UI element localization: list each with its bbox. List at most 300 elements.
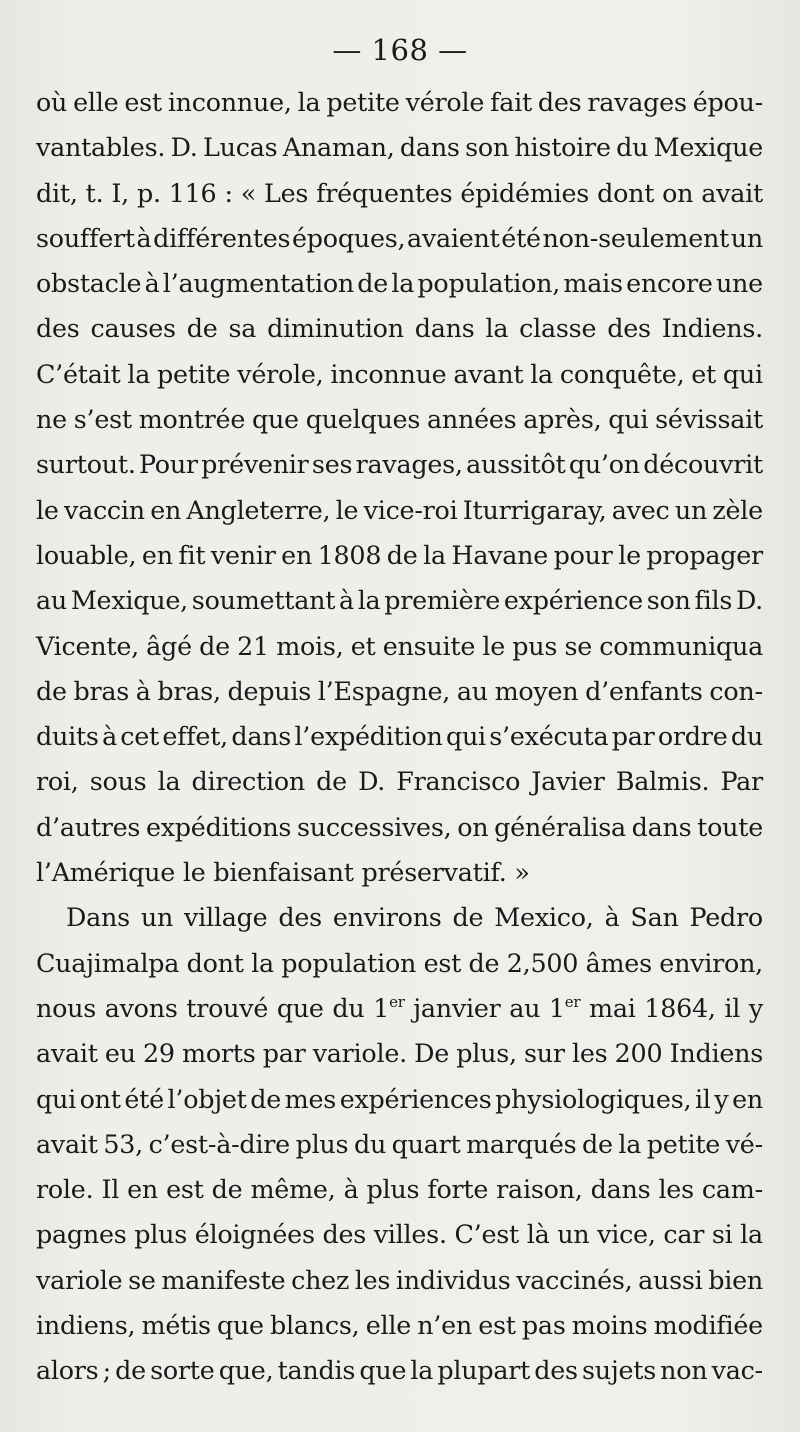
word: fils (694, 585, 733, 616)
word: en (127, 1174, 159, 1205)
word: fait (490, 87, 532, 117)
word: Dans (66, 902, 130, 933)
word: 53, (103, 1128, 143, 1159)
word: environ, (659, 947, 763, 978)
word: aussitôt (466, 449, 566, 480)
word: petite (646, 1128, 721, 1159)
text-line (36, 80, 763, 125)
word: n’en (417, 1310, 472, 1341)
word: ravages, (355, 449, 463, 480)
body-text (36, 80, 763, 1394)
word: souffert (36, 222, 135, 253)
word: sujets (581, 1355, 656, 1386)
word: il (724, 992, 741, 1023)
text-line (36, 442, 763, 487)
word: s’est (73, 404, 132, 435)
word: par (262, 1038, 306, 1069)
word: vice, (597, 1219, 656, 1250)
word: été (124, 1083, 164, 1114)
word: la (251, 947, 274, 978)
word: le (482, 630, 506, 661)
word: D. (170, 132, 198, 163)
text-line (36, 1031, 763, 1076)
word: mais (563, 268, 623, 299)
word: époques, (292, 222, 406, 253)
word: D. (735, 585, 763, 616)
word: non (660, 1355, 708, 1386)
word: plus (134, 1219, 188, 1250)
word: montrée (138, 404, 246, 435)
word: modifiée (653, 1310, 763, 1341)
word: vantables. (36, 132, 166, 163)
word: venir (210, 539, 276, 570)
word: si (711, 1219, 733, 1250)
word: l’expédition (294, 721, 443, 752)
word: à (604, 902, 620, 933)
word: D. (358, 766, 386, 797)
word: de (316, 766, 347, 797)
word: s’exécuta (489, 721, 609, 752)
word: effet, (162, 721, 228, 752)
word: éloignées (194, 1219, 315, 1250)
word: son (646, 585, 691, 616)
word: nous (36, 992, 97, 1023)
word: de (357, 268, 389, 299)
word: le (618, 539, 641, 570)
word: dont (186, 947, 244, 978)
word: depuis (227, 675, 312, 706)
word: de (211, 1174, 243, 1205)
word: alors (36, 1355, 99, 1386)
word: en (150, 494, 182, 525)
word: les (354, 1264, 391, 1295)
word: quart (391, 1128, 461, 1159)
word: Pedro (689, 902, 763, 933)
word: variole. (312, 1038, 407, 1069)
word: cet (120, 721, 159, 752)
word: c’est-à-dire (148, 1128, 290, 1159)
word: un (730, 222, 763, 253)
word: roi, (36, 766, 79, 797)
word: de (386, 539, 418, 570)
word: de (186, 313, 218, 344)
word: années (426, 404, 517, 435)
text-line (36, 759, 763, 804)
word: 1808 (317, 539, 382, 570)
word: vaccinés, (516, 1264, 633, 1295)
word: découvrit (643, 449, 763, 480)
word: Par (720, 766, 763, 797)
word: vérole, (237, 358, 324, 389)
word: on (457, 811, 489, 842)
word: sévissait (655, 404, 763, 435)
word: généralisa (494, 811, 626, 842)
word: vaccin (63, 494, 145, 525)
word: sous (89, 766, 147, 797)
word: C’est (454, 1219, 520, 1250)
word: une (715, 268, 763, 299)
word: population, (417, 268, 561, 299)
text-line (36, 941, 763, 986)
word: bienfaisant (213, 857, 362, 888)
word: par (611, 721, 655, 752)
word: que (216, 1310, 264, 1341)
word: l’Espagne, (317, 675, 451, 706)
word: Vicente, (36, 630, 139, 661)
text-line (36, 1122, 763, 1167)
word: vé- (725, 1128, 763, 1159)
word: y (748, 992, 763, 1023)
word: Il (101, 1174, 120, 1205)
word: dans (414, 313, 475, 344)
text-line (36, 1303, 763, 1348)
word: tandis (277, 1355, 356, 1386)
word: plus, (456, 1038, 517, 1069)
word: la (357, 585, 381, 616)
text-line (36, 261, 763, 306)
word: le (36, 494, 59, 525)
word: ravages (587, 87, 687, 117)
word: la (157, 766, 181, 797)
word: bras (73, 675, 130, 706)
word: âmes (585, 947, 652, 978)
word: de (199, 630, 230, 661)
word: elle (73, 87, 119, 117)
word: causes (90, 313, 176, 344)
word: zèle (712, 494, 763, 525)
word: plus (366, 1174, 420, 1205)
word: 1864, (644, 992, 716, 1023)
word: petite (326, 87, 400, 117)
text-line (36, 488, 763, 533)
word: Mexique, (70, 585, 188, 616)
word: le (335, 494, 359, 525)
word: est (166, 1174, 204, 1205)
word: ordre (657, 721, 728, 752)
word: : (224, 177, 233, 208)
word: villes. (373, 1219, 447, 1250)
text-line (36, 624, 763, 669)
word: de (452, 902, 484, 933)
word: âgé (146, 630, 192, 661)
word: après, (523, 404, 602, 435)
word: Indiens. (661, 313, 763, 344)
word: est (478, 1310, 516, 1341)
word: du (353, 1128, 387, 1159)
word: avait (36, 1038, 98, 1069)
word: soumettant (191, 585, 336, 616)
word: conquête, (559, 358, 685, 389)
word: épidémies (460, 177, 590, 208)
word: qui (36, 1083, 76, 1114)
word: de (36, 675, 67, 706)
word: sur (524, 1038, 565, 1069)
word: dans (590, 1174, 651, 1205)
word: préservatif. (361, 857, 515, 888)
word: Indiens (669, 1038, 763, 1069)
word: des (322, 1219, 366, 1250)
word: surtout. (36, 449, 136, 480)
word: son (465, 132, 510, 163)
word: est (423, 947, 462, 978)
word: 21 (237, 630, 269, 661)
word: 116 (168, 177, 217, 208)
word: janvier (413, 992, 501, 1023)
word: pour (553, 539, 613, 570)
word: il (694, 1083, 711, 1114)
word: à (338, 585, 354, 616)
word: quelques (305, 404, 421, 435)
word: fit (178, 539, 206, 570)
word: San (630, 902, 679, 933)
word: sorte (150, 1355, 215, 1386)
word: des (36, 313, 80, 344)
word: de (468, 947, 500, 978)
word: 29 (143, 1038, 175, 1069)
word: « (240, 177, 257, 208)
word: là (526, 1219, 550, 1250)
word: plupart (437, 1355, 531, 1386)
word: en (281, 539, 313, 570)
word: la (297, 87, 321, 117)
word: Angleterre, (186, 494, 331, 525)
word: que (251, 404, 299, 435)
text-line (36, 1212, 763, 1257)
word: avec (611, 494, 670, 525)
word: un (674, 494, 708, 525)
word: y (714, 1083, 729, 1114)
word: la (485, 313, 509, 344)
word: blancs, (270, 1310, 360, 1341)
word: et (691, 358, 717, 389)
word: métis (141, 1310, 211, 1341)
word: à (343, 1174, 359, 1205)
word: De (414, 1038, 450, 1069)
word: la (410, 1355, 434, 1386)
word: forte (427, 1174, 489, 1205)
word: des (607, 313, 651, 344)
text-line (36, 1348, 763, 1393)
word: Pour (138, 449, 198, 480)
word: d’autres (36, 811, 141, 842)
word: vac- (711, 1355, 763, 1386)
word: prévenir (201, 449, 309, 480)
word: Iturrigaray, (462, 494, 607, 525)
word: obstacle (36, 268, 142, 299)
word: ensuite (382, 630, 476, 661)
word: Javier (531, 766, 605, 797)
word: manifeste (161, 1264, 286, 1295)
word: en (732, 1083, 763, 1114)
text-line (36, 1258, 763, 1303)
text-line (36, 352, 763, 397)
word: raison, (496, 1174, 583, 1205)
word: village (184, 902, 268, 933)
word: à (102, 721, 117, 752)
word: un (140, 902, 174, 933)
word: qui (608, 404, 649, 435)
word: ses (311, 449, 353, 480)
word: inconnue, (167, 87, 292, 117)
word: un (557, 1219, 590, 1250)
word: individus (395, 1264, 511, 1295)
word: Mexico, (494, 902, 594, 933)
word: C’était (36, 358, 121, 389)
word: » (514, 857, 530, 888)
word: même, (250, 1174, 336, 1205)
text-line (36, 986, 763, 1031)
word: les (658, 1174, 694, 1205)
word: le (182, 857, 214, 888)
word: qui (445, 721, 486, 752)
word: des (278, 902, 322, 933)
word: moins (571, 1310, 648, 1341)
word: 1er (548, 992, 581, 1023)
word: communiqua (599, 630, 763, 661)
word: elle (365, 1310, 411, 1341)
word: I, (111, 177, 129, 208)
word: histoire (514, 132, 611, 163)
word: bras, (157, 675, 221, 706)
word: dans (231, 721, 292, 752)
word: propager (646, 539, 763, 570)
word: aussi (638, 1264, 703, 1295)
text-line (36, 125, 763, 170)
word: duits (36, 721, 99, 752)
word: toute (697, 811, 763, 842)
word: expériences (339, 1083, 492, 1114)
word: trouvé (186, 992, 269, 1023)
word: sa (228, 313, 257, 344)
text-line (36, 306, 763, 351)
word: petite (157, 358, 231, 389)
word: inconnue (330, 358, 447, 389)
word: t. (85, 177, 104, 208)
word: on (662, 177, 694, 208)
word: Cuajimalpa (36, 947, 180, 978)
word: environs (332, 902, 442, 933)
word: en (141, 539, 173, 570)
text-line (36, 533, 763, 578)
word: différentes (153, 222, 291, 253)
word: chez (291, 1264, 350, 1295)
text-line (36, 895, 763, 940)
word: successives, (296, 811, 452, 842)
word: non-seulement (542, 222, 730, 253)
word: avons (104, 992, 178, 1023)
word: plus (295, 1128, 349, 1159)
word: louable, (36, 539, 137, 570)
word: bien (708, 1264, 763, 1295)
word: au (36, 585, 67, 616)
word: direction (191, 766, 305, 797)
word: à (144, 268, 160, 299)
word: pagnes (36, 1219, 127, 1250)
word: Francisco (396, 766, 521, 797)
word: de (581, 1128, 613, 1159)
word: l’objet (167, 1083, 247, 1114)
word: les (572, 1038, 608, 1069)
word: des (534, 1355, 578, 1386)
word: con- (709, 675, 763, 706)
text-line (36, 397, 763, 442)
word: à (136, 222, 152, 253)
word: fréquentes (316, 177, 453, 208)
word: la (127, 358, 151, 389)
word: la (391, 268, 415, 299)
text-line (36, 216, 763, 261)
word: dit, (36, 177, 78, 208)
word: avait (36, 1128, 98, 1159)
word: qu’on (568, 449, 640, 480)
word: ; (102, 1355, 111, 1386)
word: Les (263, 177, 309, 208)
word: ne (36, 404, 67, 435)
word: classe (519, 313, 597, 344)
word: variole (36, 1264, 123, 1295)
word: la (530, 358, 553, 389)
word: que, (218, 1355, 274, 1386)
word: été (501, 222, 541, 253)
word: mes (284, 1083, 337, 1114)
word: physiologiques, (495, 1083, 692, 1114)
word: 200 (614, 1038, 663, 1069)
word: à (135, 675, 151, 706)
word: d’enfants (585, 675, 703, 706)
text-line (36, 578, 763, 623)
word: qui (722, 358, 763, 389)
word: que (359, 1355, 407, 1386)
word: diminution (267, 313, 404, 344)
text-line (36, 1167, 763, 1212)
word: Mexique (653, 132, 763, 163)
word: eu (104, 1038, 136, 1069)
word: mois, (276, 630, 344, 661)
word: Havane (451, 539, 549, 570)
word: Lucas (203, 132, 278, 163)
word: vérole (405, 87, 485, 117)
word: population (281, 947, 417, 978)
word: expéditions (145, 811, 292, 842)
word: dont (597, 177, 655, 208)
word: Anaman, (282, 132, 395, 163)
text-line (36, 669, 763, 714)
word: encore (626, 268, 713, 299)
word: des (537, 87, 582, 117)
word: ont (79, 1083, 121, 1114)
word: indiens, (36, 1310, 136, 1341)
word: cam- (701, 1174, 763, 1205)
word: avait (701, 177, 763, 208)
word: épou- (692, 87, 763, 117)
word: mai (589, 992, 636, 1023)
word: du (332, 992, 365, 1023)
word: que (276, 992, 324, 1023)
word: 1er (373, 992, 405, 1023)
word: du (730, 721, 763, 752)
word: se (564, 630, 592, 661)
word: dans (631, 811, 692, 842)
text-line (36, 850, 763, 895)
word: dans (399, 132, 460, 163)
word: avant (453, 358, 524, 389)
word: de (250, 1083, 282, 1114)
word: Balmis. (615, 766, 710, 797)
word: vice-roi (363, 494, 458, 525)
word: première (384, 585, 501, 616)
word: marqués (466, 1128, 577, 1159)
word: expérience (503, 585, 643, 616)
